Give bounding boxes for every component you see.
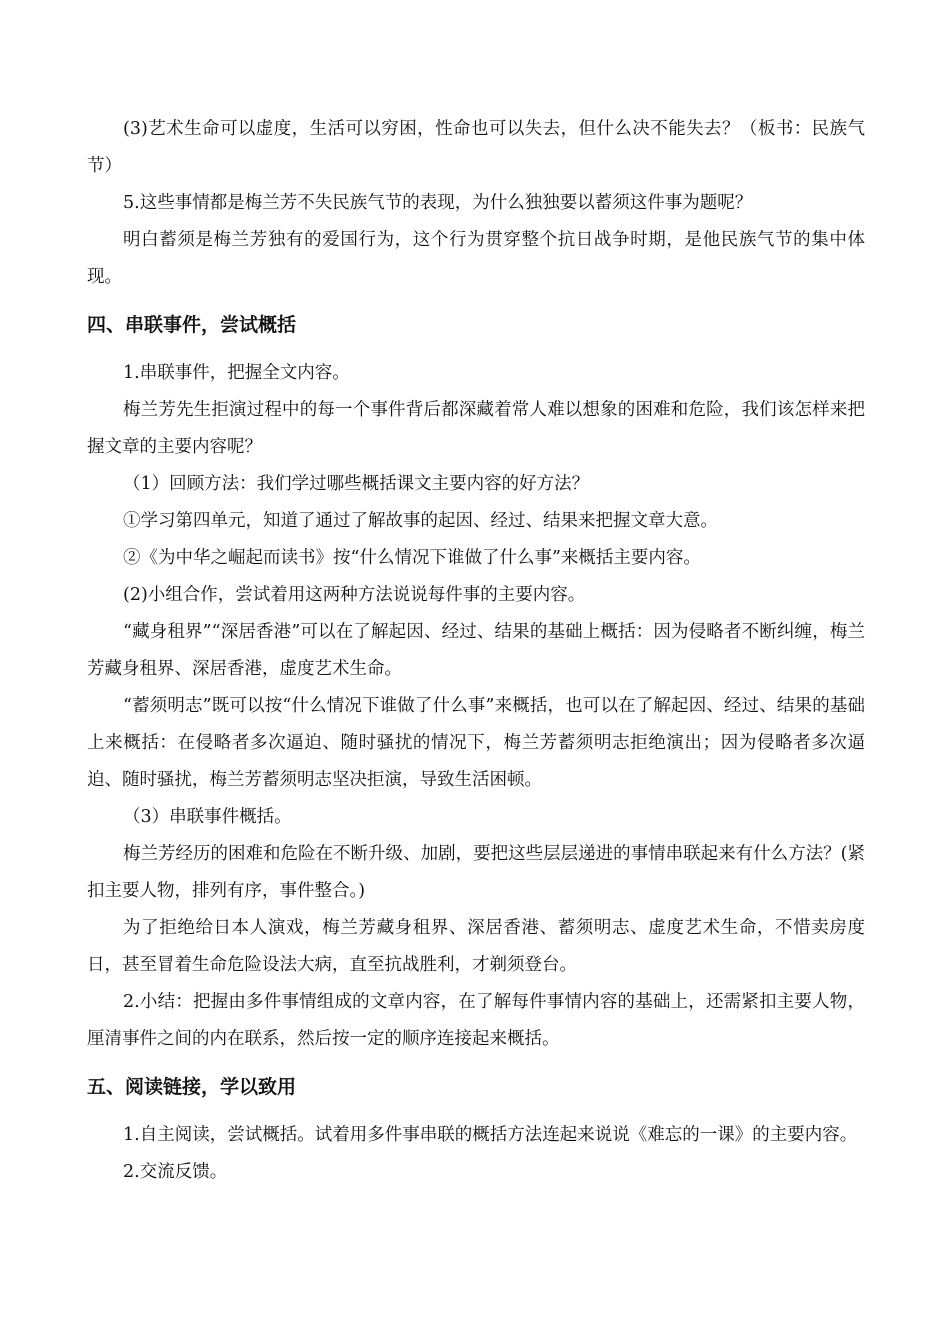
paragraph: 明白蓄须是梅兰芳独有的爱国行为，这个行为贯穿整个抗日战争时期，是他民族气节的集中体现。 xyxy=(87,230,865,287)
paragraph: “蓄须明志”既可以按“什么情况下谁做了什么事”来概括，也可以在了解起因、经过、结果的基础上来概括：在侵略者多次逼迫、随时骚扰的情况下，梅兰芳蓄须明志拒绝演出；因为侵略者多次逼迫、随时骚扰，梅兰芳蓄须明志坚决拒演，导致生活困顿。 xyxy=(87,696,865,790)
paragraph: “藏身租界”“深居香港”可以在了解起因、经过、结果的基础上概括：因为侵略者不断纠缠，梅兰芳藏身租界、深居香港，虚度艺术生命。 xyxy=(87,622,865,679)
document-body xyxy=(87,111,865,1191)
paragraph: 1.自主阅读，尝试概括。试着用多件事串联的概括方法连起来说说《难忘的一课》的主要内容。 xyxy=(123,1125,858,1145)
paragraph: (2)小组合作，尝试着用这两种方法说说每件事的主要内容。 xyxy=(123,585,586,605)
section-heading-4: 四、串联事件，尝试概括 xyxy=(87,314,297,336)
paragraph: 5.这些事情都是梅兰芳不失民族气节的表现，为什么独独要以蓄须这件事为题呢？ xyxy=(123,193,753,213)
paragraph: （1）回顾方法：我们学过哪些概括课文主要内容的好方法？ xyxy=(123,474,590,494)
paragraph: ②《为中华之崛起而读书》按“什么情况下谁做了什么事”来概括主要内容。 xyxy=(123,548,701,568)
section-heading-5: 五、阅读链接，学以致用 xyxy=(87,1076,297,1098)
paragraph: 梅兰芳先生拒演过程中的每一个事件背后都深藏着常人难以想象的困难和危险，我们该怎样来把握文章的主要内容呢？ xyxy=(87,400,865,457)
paragraph: （3）串联事件概括。 xyxy=(123,807,292,827)
paragraph: 梅兰芳经历的困难和危险在不断升级、加剧，要把这些层层递进的事情串联起来有什么方法？(紧扣主要人物，排列有序，事件整合。) xyxy=(87,844,865,901)
paragraph: (3)艺术生命可以虚度，生活可以穷困，性命也可以失去，但什么决不能失去？（板书：民族气节） xyxy=(87,119,865,176)
paragraph: ①学习第四单元，知道了通过了解故事的起因、经过、结果来把握文章大意。 xyxy=(123,511,718,531)
paragraph: 为了拒绝给日本人演戏，梅兰芳藏身租界、深居香港、蓄须明志、虚度艺术生命，不惜卖房度日，甚至冒着生命危险设法大病，直至抗战胜利，才剃须登台。 xyxy=(87,918,865,975)
paragraph: 2.交流反馈。 xyxy=(123,1162,228,1182)
paragraph: 2.小结：把握由多件事情组成的文章内容，在了解每件事情内容的基础上，还需紧扣主要人物，厘清事件之间的内在联系，然后按一定的顺序连接起来概括。 xyxy=(87,992,865,1049)
paragraph: 1.串联事件，把握全文内容。 xyxy=(123,363,350,383)
